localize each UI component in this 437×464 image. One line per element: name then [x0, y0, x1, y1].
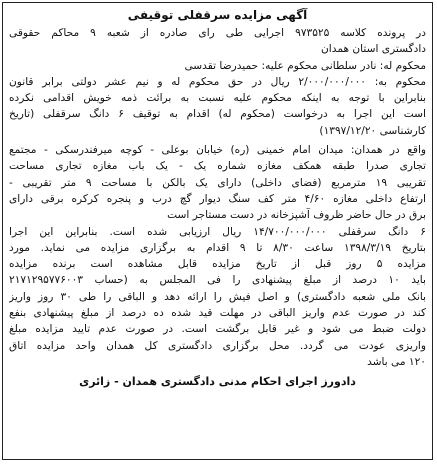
- parties-line: محکوم له: نادر سلطانی محکوم علیه: حمیدرضا تقدسی: [184, 59, 426, 72]
- judgment-line-1: محکوم به: ۲/۰۰۰/۰۰۰/۰۰۰ ریال در حق محکوم له و نیم عشر دولتی برابر قانون: [9, 75, 426, 88]
- property-line-2: تجاری صدرا طبقه همکف مغازه شماره یک - یک باب مغازه تجاری مساحت: [9, 160, 426, 173]
- auction-line-5: بانک ملی شعبه دادگستری) و اصل فیش را ارائه دهد و الباقی را طی ۳۰ روز واریز: [9, 290, 426, 303]
- auction-line-3: مزایده ۵ روز قبل از تاریخ مزایده قابل مشاهده است برنده مزایده: [9, 258, 426, 271]
- auction-line-4: باید ۱۰ درصد از مبلغ پیشنهادی را فی المجلس به (حساب ۲۱۷۱۲۹۵۷۷۶۰۰۳: [9, 274, 426, 287]
- auction-line-6: کند در صورت عدم واریز الباقی در مهلت قید شده ده درصد از مبلغ پیشنهادی بنفع: [9, 307, 426, 320]
- auction-line-9: ۱۲۰ می باشد: [367, 355, 426, 368]
- property-line-1: واقع در همدان: میدان امام خمینی (ره) خیابان بوعلی - کوچه میرفندرسکی - مجتمع: [9, 144, 426, 157]
- case-line-1: در پرونده کلاسه ۹۷۳۵۲۵ اجرایی طی رای صادره از شعبه ۹ محاکم حقوقی: [9, 27, 426, 39]
- judgment-line-4: کارشناسی ۱۳۹۷/۱۲/۲۰): [319, 124, 426, 137]
- judgment-line-3: است این اجرا به درخواست (محکوم له) اقدام به توقیف ۶ دانگ سرقفلی (تاریخ: [9, 108, 426, 121]
- property-line-3: تقریبی ۱۹ مترمربع (فضای داخلی) دارای یک بالکن با مساحت ۹ متر تقریبی -: [9, 176, 426, 189]
- notice-signature: دادورز اجرای احکام مدنی دادگستری همدان - زائری: [79, 375, 356, 389]
- auction-line-7: دولت ضبط می شود و غیر قابل برگشت است. در صورت عدم تایید مزایده مبلغ: [9, 323, 426, 336]
- property-line-4: ارتفاع داخلی مغازه ۴/۶۰ متر کف سنگ دیوار گچ درب و پنجره کرکره برقی دارای: [9, 192, 426, 205]
- auction-notice: [2, 2, 433, 460]
- property-line-5: برق در حال حاضر ظروف آشپزخانه در دست مستاجر است: [167, 209, 426, 222]
- case-line-2: دادگستری استان همدان: [321, 43, 426, 56]
- auction-line-2: بتاریخ ۱۳۹۸/۳/۱۹ ساعت ۸/۳۰ تا ۹ اقدام به برگزاری مزایده می نماید. مورد: [9, 241, 426, 254]
- auction-line-8: واریزی عودت می گردد. محل برگزاری دادگستری کل همدان واحد مزایده اتاق: [9, 339, 426, 352]
- notice-title: آگهی مزایده سرقفلی توقیفی: [127, 8, 308, 22]
- judgment-line-2: بنابراین با توجه به اینکه محکوم علیه نسبت به برائت ذمه خویش اقدامی نکرده: [9, 92, 426, 105]
- auction-line-1: ۶ دانگ سرقفلی ۱۴/۷۰۰/۰۰۰/۰۰۰ ریال ارزیابی شده است. بنابراین این اجرا: [9, 225, 426, 238]
